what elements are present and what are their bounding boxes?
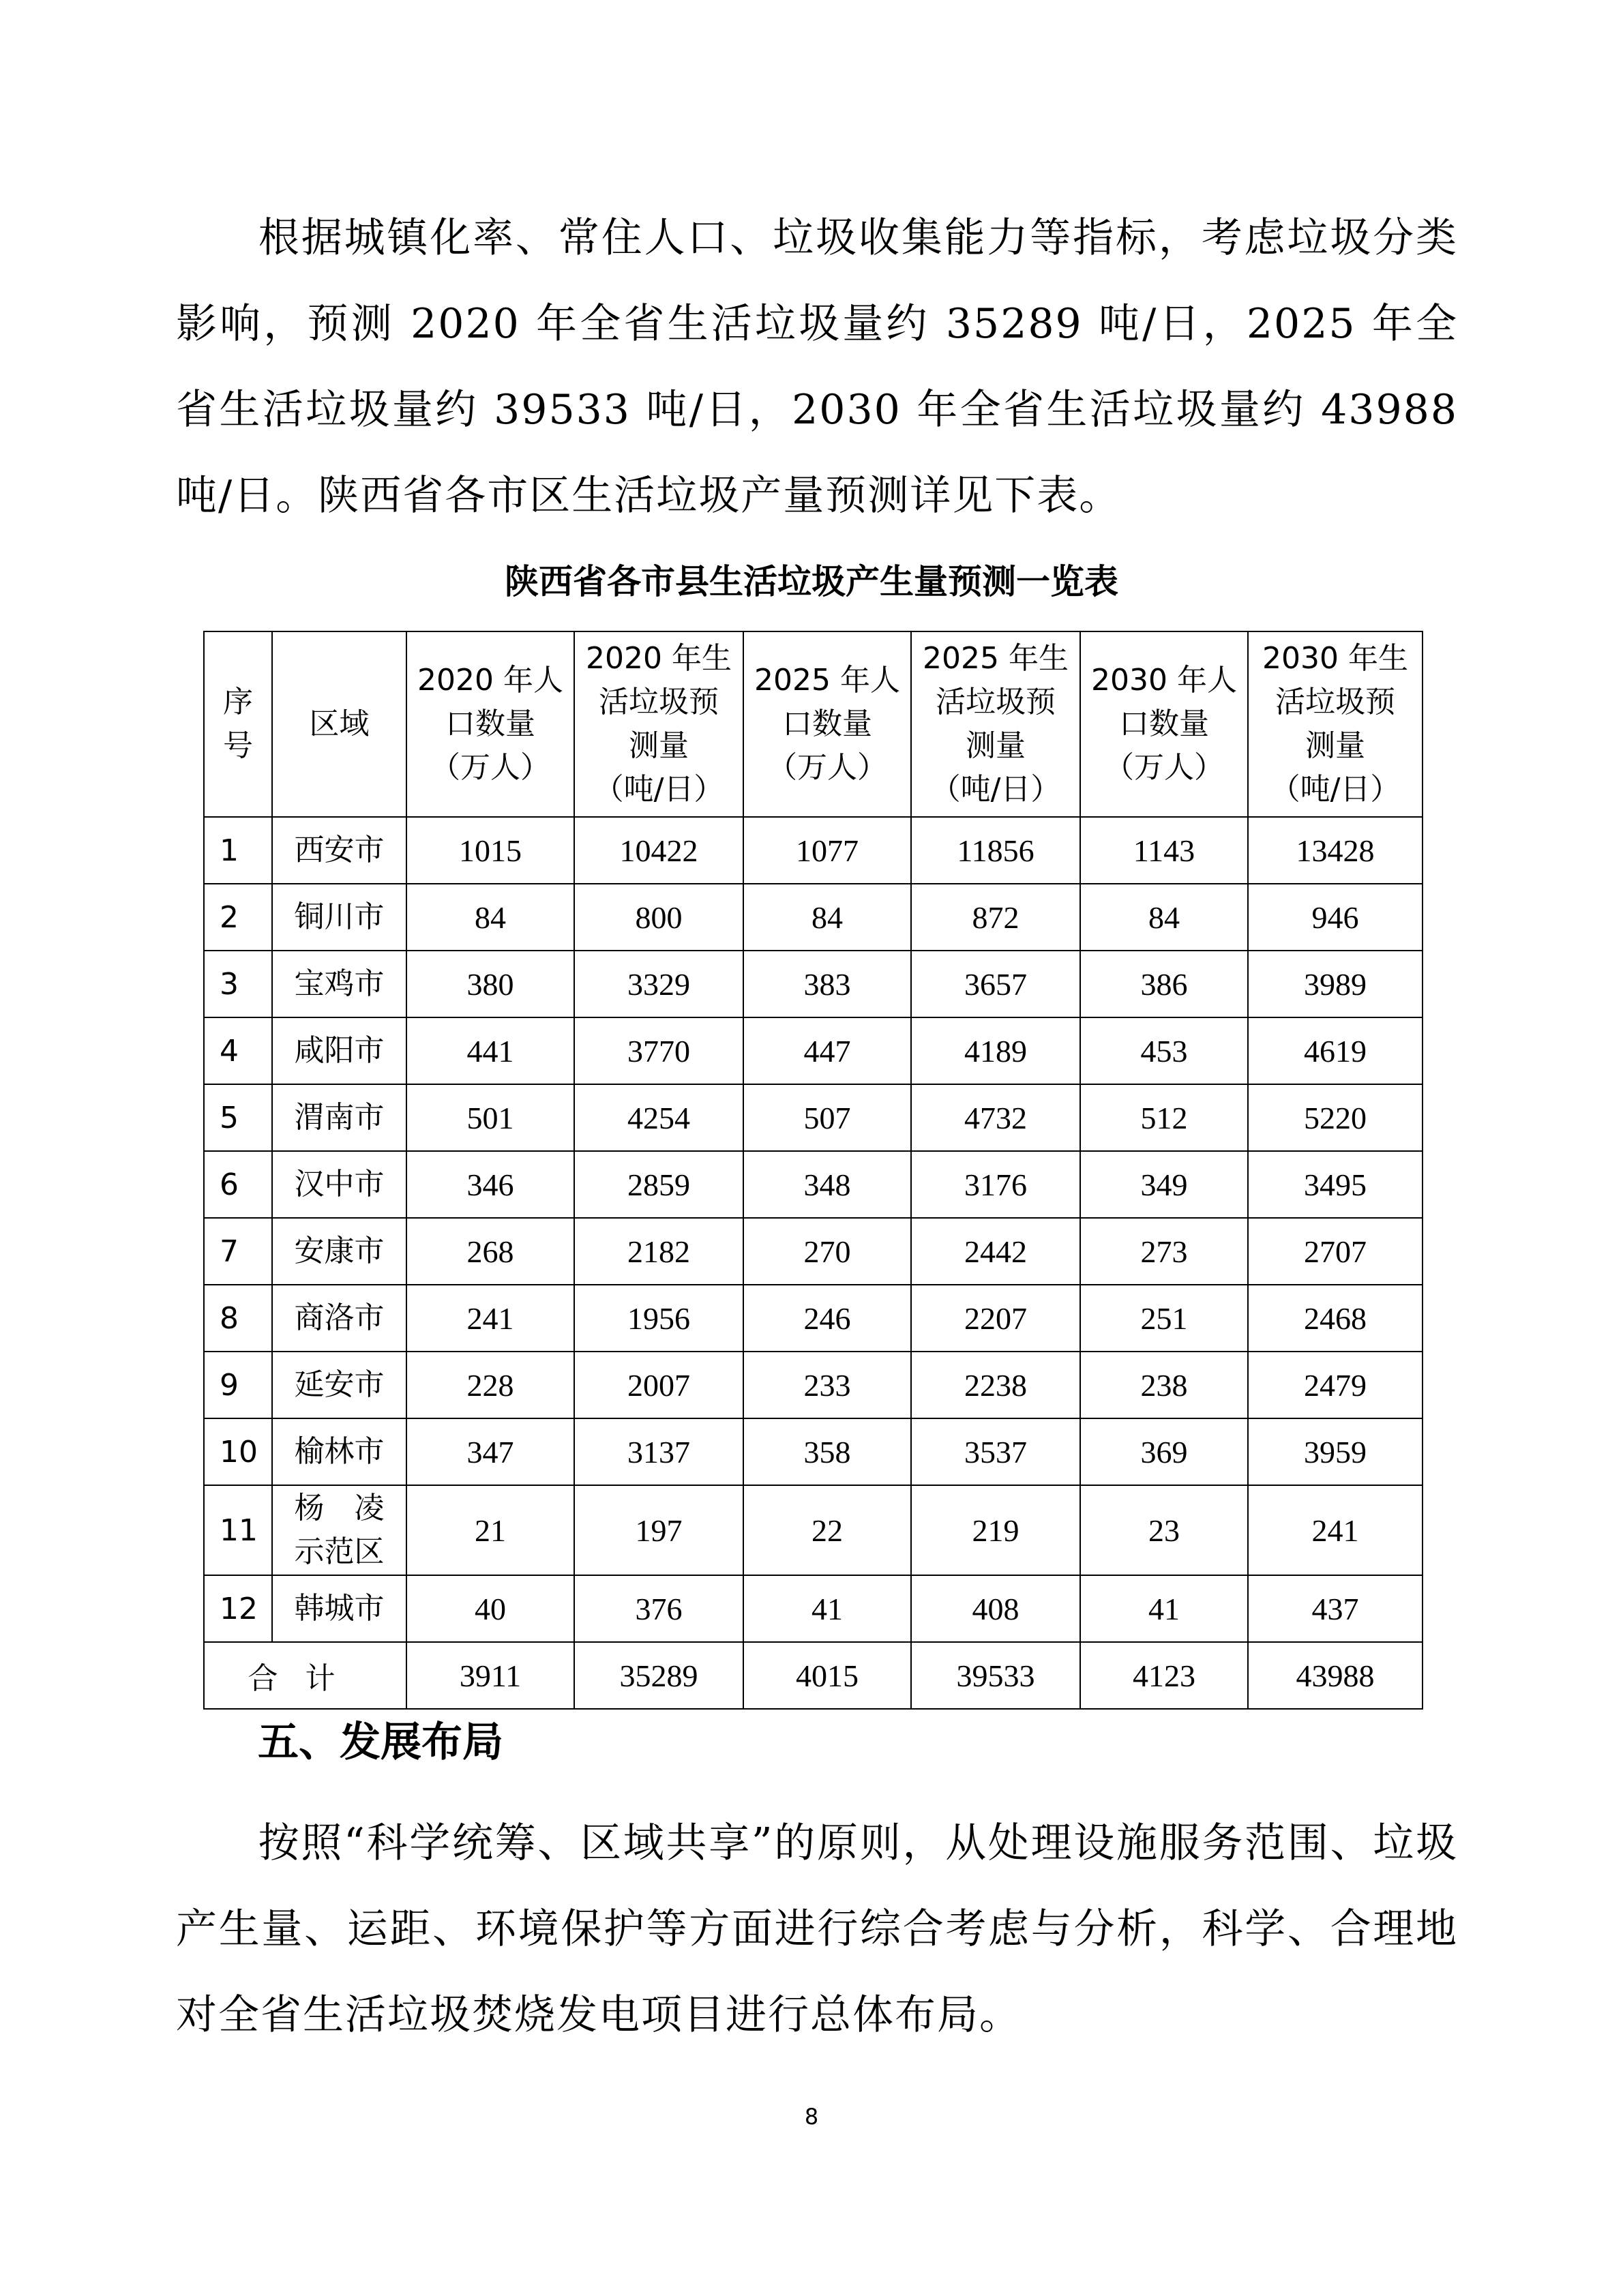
row-number-cell: 6 xyxy=(204,1151,272,1218)
region-cell xyxy=(272,1485,406,1575)
value-cell-pop2020: 241 xyxy=(406,1285,574,1352)
header-line: （吨/日） xyxy=(593,772,724,807)
region-line: 西安市 xyxy=(294,833,385,867)
value-cell-waste2025: 2442 xyxy=(911,1218,1080,1285)
value-cell-waste2020: 4254 xyxy=(574,1084,743,1151)
value-cell-pop2030: 251 xyxy=(1080,1285,1248,1352)
value-cell-waste2025: 4732 xyxy=(911,1084,1080,1151)
value-cell-waste2020: 3137 xyxy=(574,1418,743,1485)
value-cell-waste2030: 13428 xyxy=(1248,817,1423,884)
table-row xyxy=(204,951,1423,1017)
value-cell-pop2020: 228 xyxy=(406,1352,574,1418)
region-line: 杨 凌 xyxy=(294,1491,385,1525)
table-header-cell xyxy=(911,631,1080,817)
total-value-cell-pop2025: 4015 xyxy=(743,1642,911,1709)
row-number-cell: 5 xyxy=(204,1084,272,1151)
header-line: 活垃圾预 xyxy=(599,685,719,719)
waste-forecast-table xyxy=(203,631,1423,1710)
row-number-cell: 7 xyxy=(204,1218,272,1285)
table-row xyxy=(204,1575,1423,1642)
value-cell-waste2020: 1956 xyxy=(574,1285,743,1352)
region-cell xyxy=(272,1352,406,1418)
value-cell-waste2025: 872 xyxy=(911,884,1080,951)
value-cell-waste2020: 376 xyxy=(574,1575,743,1642)
value-cell-waste2025: 408 xyxy=(911,1575,1080,1642)
table-header-cell xyxy=(1248,631,1423,817)
table-row xyxy=(204,1017,1423,1084)
value-cell-waste2020: 2182 xyxy=(574,1218,743,1285)
value-cell-pop2025: 233 xyxy=(743,1352,911,1418)
row-number-cell: 9 xyxy=(204,1352,272,1418)
header-line: 口数量 xyxy=(782,706,872,741)
value-cell-pop2020: 380 xyxy=(406,951,574,1017)
value-cell-waste2020: 2859 xyxy=(574,1151,743,1218)
value-cell-pop2030: 23 xyxy=(1080,1485,1248,1575)
region-cell xyxy=(272,1084,406,1151)
section-heading: 五、发展布局 xyxy=(258,1718,503,1766)
header-line: 测量 xyxy=(1305,728,1365,763)
header-line: 2025 年生 xyxy=(923,641,1069,676)
value-cell-pop2025: 358 xyxy=(743,1418,911,1485)
value-cell-pop2030: 238 xyxy=(1080,1352,1248,1418)
header-line: 2030 年人 xyxy=(1091,663,1237,698)
value-cell-waste2030: 241 xyxy=(1248,1485,1423,1575)
value-cell-pop2030: 349 xyxy=(1080,1151,1248,1218)
region-line: 示范区 xyxy=(294,1534,385,1569)
header-line: 2025 年人 xyxy=(754,663,900,698)
header-line: 号 xyxy=(223,728,253,763)
value-cell-pop2030: 512 xyxy=(1080,1084,1248,1151)
region-line: 商洛市 xyxy=(294,1300,385,1335)
region-line: 咸阳市 xyxy=(294,1033,385,1068)
value-cell-pop2020: 1015 xyxy=(406,817,574,884)
total-value-cell-pop2020: 3911 xyxy=(406,1642,574,1709)
total-value-cell-waste2025: 39533 xyxy=(911,1642,1080,1709)
table-header-cell xyxy=(406,631,574,817)
value-cell-waste2025: 4189 xyxy=(911,1017,1080,1084)
value-cell-pop2025: 447 xyxy=(743,1017,911,1084)
row-number-cell: 10 xyxy=(204,1418,272,1485)
region-line: 铜川市 xyxy=(294,899,385,934)
region-line: 汉中市 xyxy=(294,1167,385,1202)
value-cell-waste2025: 3176 xyxy=(911,1151,1080,1218)
value-cell-waste2030: 2479 xyxy=(1248,1352,1423,1418)
header-line: 口数量 xyxy=(445,706,535,741)
value-cell-pop2020: 21 xyxy=(406,1485,574,1575)
table-row xyxy=(204,1084,1423,1151)
region-line: 延安市 xyxy=(294,1367,385,1402)
layout-paragraph xyxy=(176,1800,1458,2058)
row-number-cell: 4 xyxy=(204,1017,272,1084)
header-line: （吨/日） xyxy=(930,772,1061,807)
region-cell xyxy=(272,884,406,951)
table-row xyxy=(204,817,1423,884)
header-line: 口数量 xyxy=(1119,706,1209,741)
row-number-cell: 11 xyxy=(204,1485,272,1575)
value-cell-waste2020: 10422 xyxy=(574,817,743,884)
value-cell-waste2025: 11856 xyxy=(911,817,1080,884)
value-cell-pop2025: 41 xyxy=(743,1575,911,1642)
total-value-cell-pop2030: 4123 xyxy=(1080,1642,1248,1709)
value-cell-pop2030: 453 xyxy=(1080,1017,1248,1084)
value-cell-pop2020: 347 xyxy=(406,1418,574,1485)
table-row xyxy=(204,1218,1423,1285)
row-number-cell: 3 xyxy=(204,951,272,1017)
value-cell-pop2025: 84 xyxy=(743,884,911,951)
header-line: 2030 年生 xyxy=(1262,641,1408,676)
value-cell-pop2025: 507 xyxy=(743,1084,911,1151)
page-number: 8 xyxy=(804,2104,819,2130)
value-cell-waste2025: 219 xyxy=(911,1485,1080,1575)
value-cell-pop2020: 40 xyxy=(406,1575,574,1642)
value-cell-waste2025: 2207 xyxy=(911,1285,1080,1352)
region-cell xyxy=(272,1285,406,1352)
row-number-cell: 1 xyxy=(204,817,272,884)
header-line: 2020 年生 xyxy=(586,641,732,676)
row-number-cell: 2 xyxy=(204,884,272,951)
region-line: 渭南市 xyxy=(294,1100,385,1135)
total-value-cell-waste2020: 35289 xyxy=(574,1642,743,1709)
header-line: 活垃圾预 xyxy=(936,685,1056,719)
value-cell-waste2030: 3959 xyxy=(1248,1418,1423,1485)
value-cell-waste2030: 437 xyxy=(1248,1575,1423,1642)
value-cell-waste2030: 2707 xyxy=(1248,1218,1423,1285)
region-cell xyxy=(272,951,406,1017)
header-line: 2020 年人 xyxy=(417,663,563,698)
header-line: 活垃圾预 xyxy=(1275,685,1395,719)
value-cell-waste2030: 3495 xyxy=(1248,1151,1423,1218)
header-line: （吨/日） xyxy=(1270,772,1401,807)
value-cell-pop2025: 348 xyxy=(743,1151,911,1218)
header-line: （万人） xyxy=(767,750,887,785)
table-header-cell xyxy=(204,631,272,817)
value-cell-waste2025: 3537 xyxy=(911,1418,1080,1485)
value-cell-waste2020: 197 xyxy=(574,1485,743,1575)
table-header-cell xyxy=(1080,631,1248,817)
region-line: 榆林市 xyxy=(294,1434,385,1469)
table-row xyxy=(204,1151,1423,1218)
table-header-cell xyxy=(574,631,743,817)
value-cell-pop2030: 1143 xyxy=(1080,817,1248,884)
value-cell-pop2020: 441 xyxy=(406,1017,574,1084)
table-row xyxy=(204,1418,1423,1485)
value-cell-waste2020: 3329 xyxy=(574,951,743,1017)
value-cell-waste2020: 800 xyxy=(574,884,743,951)
value-cell-pop2020: 84 xyxy=(406,884,574,951)
header-line: （万人） xyxy=(1104,750,1224,785)
total-label-cell: 合计 xyxy=(204,1642,406,1709)
total-row xyxy=(204,1642,1423,1709)
table-row xyxy=(204,1485,1423,1575)
table-title: 陕西省各市县生活垃圾产生量预测一览表 xyxy=(505,562,1118,601)
table-header-cell xyxy=(272,631,406,817)
row-number-cell: 8 xyxy=(204,1285,272,1352)
header-line: （万人） xyxy=(430,750,550,785)
value-cell-pop2025: 383 xyxy=(743,951,911,1017)
region-line: 安康市 xyxy=(294,1234,385,1268)
layout-paragraph-text: 按照“科学统筹、区域共享”的原则，从处理设施服务范围、垃圾产生量、运距、环境保护等方面进行综合考虑与分析，科学、合理地对全省生活垃圾焚烧发电项目进行总体布局。 xyxy=(176,1819,1458,2039)
value-cell-waste2030: 3989 xyxy=(1248,951,1423,1017)
intro-paragraph-text: 根据城镇化率、常住人口、垃圾收集能力等指标，考虑垃圾分类影响，预测 2020 年全省生活垃圾量约 35289 吨/日，2025 年全省生活垃圾量约 39533 吨/日，2030 年全省生活垃圾量约 43988 吨/日。陕西省各市区生活垃圾产量预测详见下表。 xyxy=(176,214,1458,520)
region-line: 韩城市 xyxy=(294,1591,385,1626)
header-line: 序 xyxy=(223,685,253,719)
header-line: 测量 xyxy=(629,728,689,763)
value-cell-pop2020: 501 xyxy=(406,1084,574,1151)
value-cell-waste2020: 3770 xyxy=(574,1017,743,1084)
region-cell xyxy=(272,1218,406,1285)
value-cell-pop2030: 369 xyxy=(1080,1418,1248,1485)
value-cell-pop2030: 273 xyxy=(1080,1218,1248,1285)
value-cell-waste2030: 2468 xyxy=(1248,1285,1423,1352)
value-cell-waste2020: 2007 xyxy=(574,1352,743,1418)
table-header-cell xyxy=(743,631,911,817)
value-cell-pop2025: 270 xyxy=(743,1218,911,1285)
value-cell-pop2030: 386 xyxy=(1080,951,1248,1017)
value-cell-waste2030: 946 xyxy=(1248,884,1423,951)
header-line: 测量 xyxy=(966,728,1026,763)
table-row xyxy=(204,884,1423,951)
value-cell-pop2025: 246 xyxy=(743,1285,911,1352)
region-cell xyxy=(272,817,406,884)
value-cell-waste2030: 5220 xyxy=(1248,1084,1423,1151)
table-row xyxy=(204,1285,1423,1352)
value-cell-pop2025: 22 xyxy=(743,1485,911,1575)
value-cell-waste2025: 2238 xyxy=(911,1352,1080,1418)
table-header-row xyxy=(204,631,1423,817)
intro-paragraph xyxy=(176,195,1458,539)
value-cell-pop2020: 346 xyxy=(406,1151,574,1218)
value-cell-pop2025: 1077 xyxy=(743,817,911,884)
region-cell xyxy=(272,1151,406,1218)
value-cell-pop2020: 268 xyxy=(406,1218,574,1285)
value-cell-waste2030: 4619 xyxy=(1248,1017,1423,1084)
row-number-cell: 12 xyxy=(204,1575,272,1642)
table-body xyxy=(204,817,1423,1709)
table-row xyxy=(204,1352,1423,1418)
region-cell xyxy=(272,1418,406,1485)
header-line: 区域 xyxy=(309,706,370,741)
total-value-cell-waste2030: 43988 xyxy=(1248,1642,1423,1709)
region-cell xyxy=(272,1017,406,1084)
value-cell-pop2030: 41 xyxy=(1080,1575,1248,1642)
value-cell-pop2030: 84 xyxy=(1080,884,1248,951)
region-cell xyxy=(272,1575,406,1642)
value-cell-waste2025: 3657 xyxy=(911,951,1080,1017)
region-line: 宝鸡市 xyxy=(294,966,385,1001)
